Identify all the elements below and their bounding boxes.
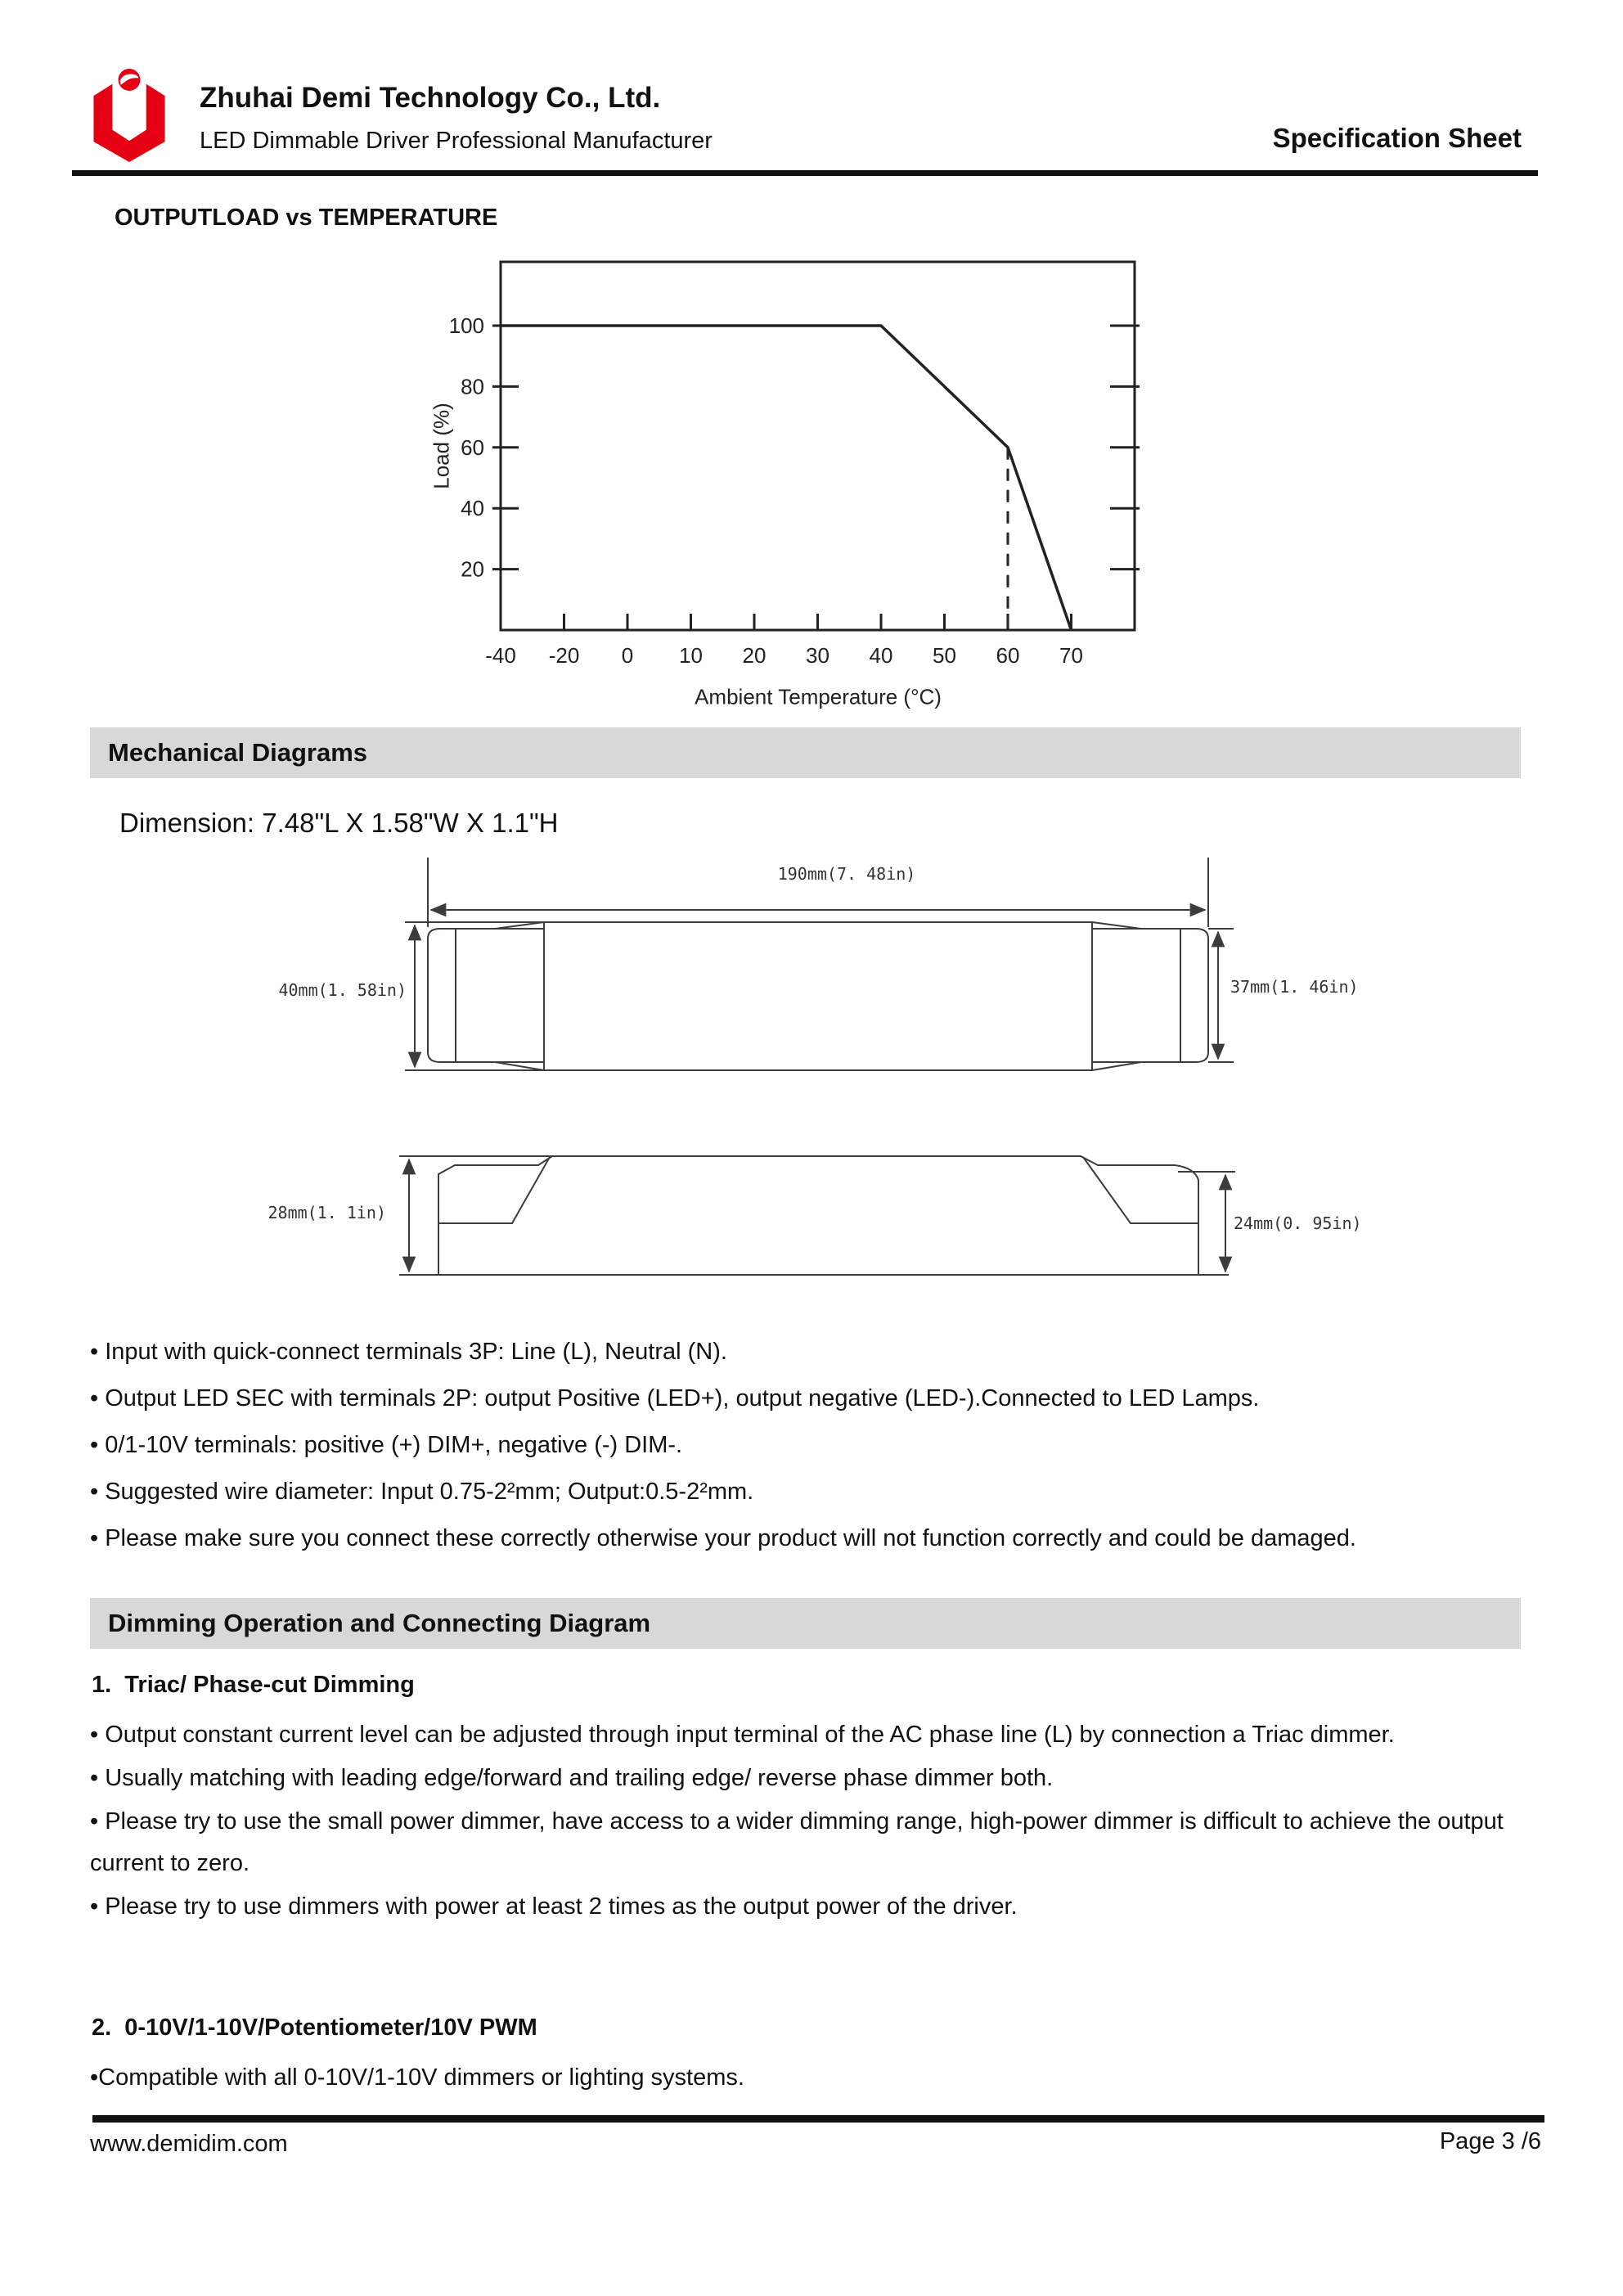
svg-text:60: 60 [461, 434, 484, 460]
mechanical-side-view-drawing [311, 1137, 1391, 1317]
load-vs-temperature-chart [409, 245, 1227, 720]
chart-y-axis-label: Load (%) [429, 403, 454, 489]
top-view-width-label: 40mm(1. 58in) [278, 980, 407, 1000]
bullet-item: • Please try to use dimmers with power at least 2 times as the output power of the driver. [90, 1893, 1018, 1920]
terminal-notes-list [90, 1330, 1556, 1563]
section-title: Dimming Operation and Connecting Diagram [108, 1609, 651, 1637]
subheading-0-10v-dimming: 2. 0-10V/1-10V/Potentiometer/10V PWM [92, 2015, 537, 2041]
svg-text:40: 40 [461, 496, 484, 521]
svg-text:10: 10 [679, 643, 703, 668]
svg-text:80: 80 [461, 374, 484, 399]
svg-text:50: 50 [933, 643, 956, 668]
svg-text:100: 100 [448, 313, 484, 338]
bullet-item: • Please try to use the small power dimmer, have access to a wider dimming range, high-power dimmer is difficult to achieve the output current to zero. [90, 1808, 1504, 1876]
subheading-triac-dimming: 1. Triac/ Phase-cut Dimming [92, 1672, 415, 1698]
footer-rule [92, 2115, 1544, 2123]
bullet-item: • Usually matching with leading edge/forward and trailing edge/ reverse phase dimmer both. [90, 1765, 1054, 1791]
top-view-end-width-label: 37mm(1. 46in) [1230, 977, 1359, 997]
svg-text:-40: -40 [485, 643, 516, 668]
note-item: • Input with quick-connect terminals 3P: Line (L), Neutral (N). [90, 1339, 727, 1365]
dimension-text: Dimension: 7.48"L X 1.58"W X 1.1"H [119, 808, 559, 838]
section-header-mechanical-diagrams [90, 727, 1521, 778]
company-name: Zhuhai Demi Technology Co., Ltd. [200, 82, 661, 114]
svg-text:-20: -20 [548, 643, 580, 668]
svg-text:20: 20 [742, 643, 767, 668]
chart-x-axis-label: Ambient Temperature (°C) [695, 684, 942, 709]
svg-text:60: 60 [996, 643, 1020, 668]
note-item: • Please make sure you connect these correctly otherwise your product will not function correctly and could be damaged. [90, 1525, 1356, 1551]
demi-logo-icon [87, 69, 172, 162]
bullet-item: • Output constant current level can be adjusted through input terminal of the AC phase line (L) by connection a Triac dimmer. [90, 1722, 1395, 1748]
section-title: Mechanical Diagrams [108, 738, 368, 767]
header-rule [72, 170, 1538, 176]
svg-text:0: 0 [621, 643, 634, 668]
bullet-item: •Compatible with all 0-10V/1-10V dimmers or lighting systems. [90, 2064, 744, 2091]
note-item: • Suggested wire diameter: Input 0.75-2²mm; Output:0.5-2²mm. [90, 1479, 754, 1505]
section-header-dimming-operation [90, 1598, 1521, 1649]
footer-page-number: Page 3 /6 [1439, 2128, 1541, 2154]
triac-dimming-bullets [90, 1714, 1559, 1929]
svg-text:40: 40 [869, 643, 893, 668]
side-view-end-height-label: 24mm(0. 95in) [1234, 1213, 1362, 1233]
chart-plot-border [501, 262, 1135, 630]
svg-text:30: 30 [806, 643, 829, 668]
svg-text:20: 20 [461, 556, 484, 582]
svg-text:70: 70 [1059, 643, 1083, 668]
document-title: Specification Sheet [1272, 123, 1522, 153]
company-tagline: LED Dimmable Driver Professional Manufacturer [200, 128, 713, 154]
footer-website-link[interactable]: www.demidim.com [90, 2131, 288, 2157]
top-view-length-label: 190mm(7. 48in) [777, 864, 916, 884]
note-item: • Output LED SEC with terminals 2P: output Positive (LED+), output negative (LED-).Connected to LED Lamps. [90, 1385, 1260, 1411]
side-view-height-label: 28mm(1. 1in) [268, 1203, 386, 1222]
chart-title: OUTPUTLOAD vs TEMPERATURE [115, 205, 498, 231]
0-10v-dimming-bullets [90, 2057, 1559, 2100]
note-item: • 0/1-10V terminals: positive (+) DIM+, negative (-) DIM-. [90, 1432, 683, 1458]
mechanical-top-view-drawing [311, 851, 1391, 1105]
